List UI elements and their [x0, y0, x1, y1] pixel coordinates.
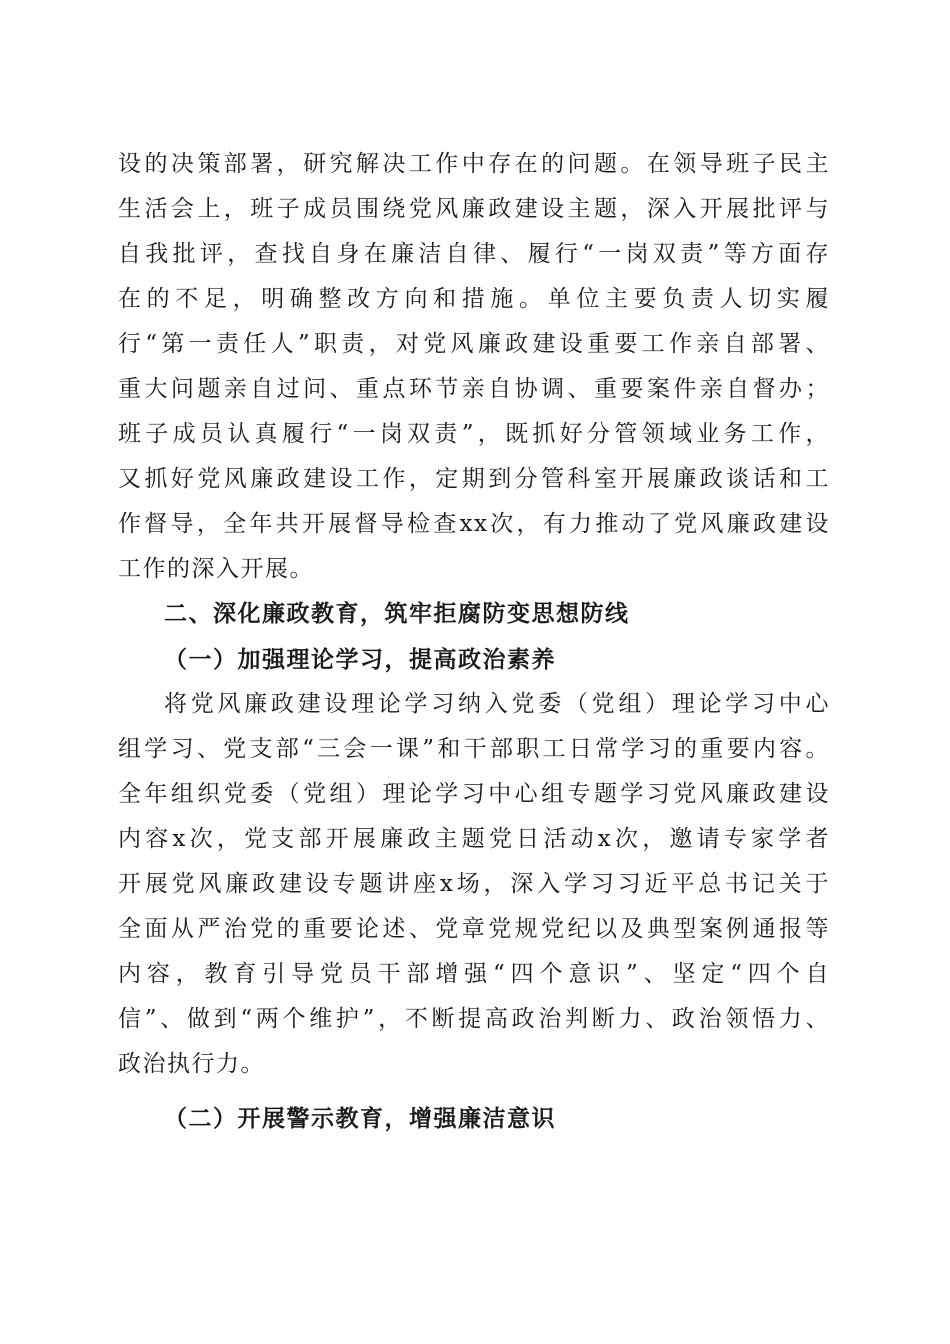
text-line: 开展党风廉政建设专题讲座x场，深入学习习近平总书记关于 [118, 871, 830, 897]
text-line: 组学习、党支部“三会一课”和干部职工日常学习的重要内容。 [118, 736, 830, 762]
text-line: 设的决策部署，研究解决工作中存在的问题。在领导班子民主 [118, 151, 830, 177]
text-line: 将党风廉政建设理论学习纳入党委（党组）理论学习中心 [164, 691, 830, 717]
text-line: 在的不足，明确整改方向和措施。单位主要负责人切实履 [118, 286, 830, 312]
text-line: 又抓好党风廉政建设工作，定期到分管科室开展廉政谈话和工 [118, 466, 830, 492]
text-line: 生活会上，班子成员围绕党风廉政建设主题，深入开展批评与 [118, 196, 830, 222]
sub-heading-theory-study: （一）加强理论学习，提高政治素养 [164, 646, 556, 673]
sub-heading-warning-education: （二）开展警示教育，增强廉洁意识 [164, 1105, 556, 1132]
paragraph-responsibility [118, 142, 830, 592]
document-body [118, 142, 830, 1141]
text-line: 内容，教育引导党员干部增强“四个意识”、坚定“四个自 [118, 961, 830, 987]
text-line: 内容x次，党支部开展廉政主题党日活动x次，邀请专家学者 [118, 826, 830, 852]
text-line: 行“第一责任人”职责，对党风廉政建设重要工作亲自部署、 [118, 331, 830, 357]
paragraph-theory-study [118, 682, 830, 1087]
paragraph-spacer [118, 1087, 830, 1096]
text-line: 班子成员认真履行“一岗双责”，既抓好分管领域业务工作， [118, 421, 830, 447]
text-line: 全面从严治党的重要论述、党章党规党纪以及典型案例通报等 [118, 916, 830, 942]
section-heading: 二、深化廉政教育，筑牢拒腐防变思想防线 [164, 601, 630, 627]
text-line: 作督导，全年共开展督导检查xx次，有力推动了党风廉政建设 [118, 511, 830, 537]
text-line: 信”、做到“两个维护”，不断提高政治判断力、政治领悟力、 [118, 1006, 830, 1032]
text-line: 工作的深入开展。 [118, 556, 314, 582]
text-line: 自我批评，查找自身在廉洁自律、履行“一岗双责”等方面存 [118, 241, 830, 267]
text-line: 政治执行力。 [118, 1051, 265, 1077]
text-line: 全年组织党委（党组）理论学习中心组专题学习党风廉政建设 [118, 781, 830, 807]
text-line: 重大问题亲自过问、重点环节亲自协调、重要案件亲自督办； [118, 376, 830, 402]
